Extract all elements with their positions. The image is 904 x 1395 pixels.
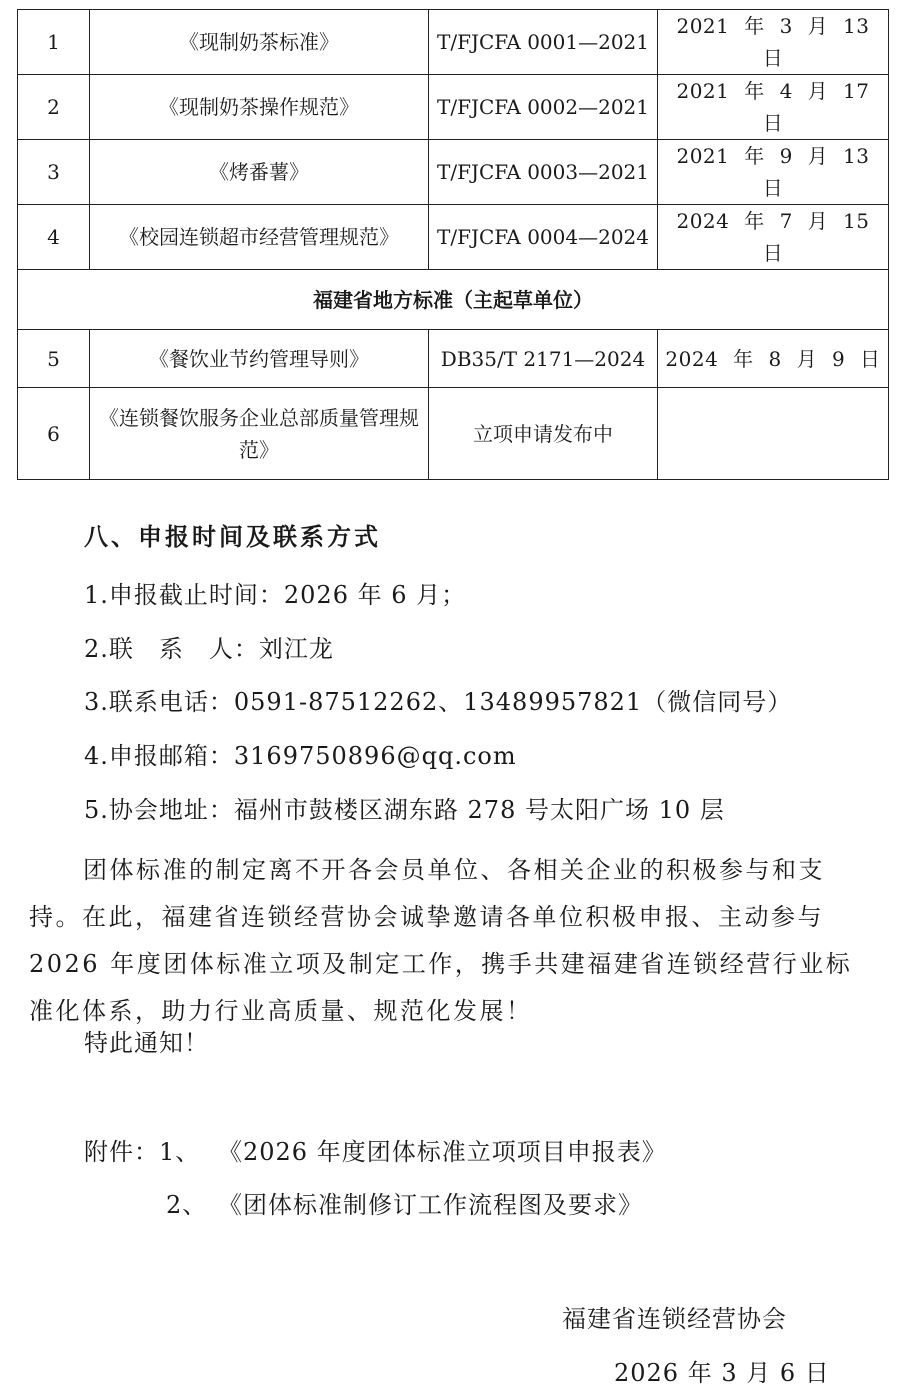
email-line: 4.申报邮箱：3169750896@qq.com [84, 742, 517, 770]
attachment-label: 附件：1、 [84, 1138, 201, 1166]
section-heading: 八、申报时间及联系方式 [84, 522, 381, 551]
table-row [18, 140, 889, 205]
standard-name: 《现制奶茶操作规范》 [90, 75, 429, 140]
row-number: 3 [18, 140, 90, 205]
publish-date: 2024 年 8 月 9 日 [658, 330, 889, 388]
publish-date: 2021 年 4 月 17 日 [658, 75, 889, 140]
row-number: 4 [18, 205, 90, 270]
phone-line: 3.联系电话：0591-87512262、13489957821（微信同号） [84, 688, 793, 716]
table-row [18, 388, 889, 480]
contact-line: 2.联 系 人：刘江龙 [84, 635, 334, 663]
row-number: 5 [18, 330, 90, 388]
section-row [18, 270, 889, 330]
standard-name: 《连锁餐饮服务企业总部质量管理规范》 [90, 388, 429, 480]
attachment-number-2: 2、 [166, 1191, 208, 1219]
standard-code: T/FJCFA 0002—2021 [429, 75, 658, 140]
publish-date: 2024 年 7 月 15 日 [658, 205, 889, 270]
table-row [18, 10, 889, 75]
standard-code: T/FJCFA 0003—2021 [429, 140, 658, 205]
standard-name: 《烤番薯》 [90, 140, 429, 205]
signature-org: 福建省连锁经营协会 [562, 1305, 787, 1333]
row-number: 2 [18, 75, 90, 140]
section-title: 福建省地方标准（主起草单位） [18, 270, 889, 330]
standard-code: DB35/T 2171—2024 [429, 330, 658, 388]
body-paragraph: 团体标准的制定离不开各会员单位、各相关企业的积极参与和支持。在此，福建省连锁经营协会诚挚邀请各单位积极申报、主动参与 2026 年度团体标准立项及制定工作，携手共建福建省连锁经营行业标准化体系，助力行业高质量、规范化发展！ [29, 856, 853, 1025]
standard-name: 《餐饮业节约管理导则》 [90, 330, 429, 388]
row-number: 6 [18, 388, 90, 480]
table-row [18, 330, 889, 388]
standard-name: 《现制奶茶标准》 [90, 10, 429, 75]
address-line: 5.协会地址：福州市鼓楼区湖东路 278 号太阳广场 10 层 [84, 796, 725, 824]
standard-code: 立项申请发布中 [429, 388, 658, 480]
attachment-item-1: 《2026 年度团体标准立项项目申报表》 [218, 1138, 667, 1166]
publish-date: 2021 年 9 月 13 日 [658, 140, 889, 205]
standard-code: T/FJCFA 0001—2021 [429, 10, 658, 75]
standard-code: T/FJCFA 0004—2024 [429, 205, 658, 270]
notice-line: 特此通知！ [84, 1029, 209, 1057]
standard-name: 《校园连锁超市经营管理规范》 [90, 205, 429, 270]
publish-date [658, 388, 889, 480]
table-row [18, 75, 889, 140]
standards-table [17, 9, 889, 480]
row-number: 1 [18, 10, 90, 75]
deadline-line: 1.申报截止时间：2026 年 6 月； [84, 581, 467, 609]
publish-date: 2021 年 3 月 13 日 [658, 10, 889, 75]
attachment-item-2: 《团体标准制修订工作流程图及要求》 [218, 1191, 643, 1219]
signature-date: 2026 年 3 月 6 日 [614, 1359, 830, 1387]
table-row [18, 205, 889, 270]
